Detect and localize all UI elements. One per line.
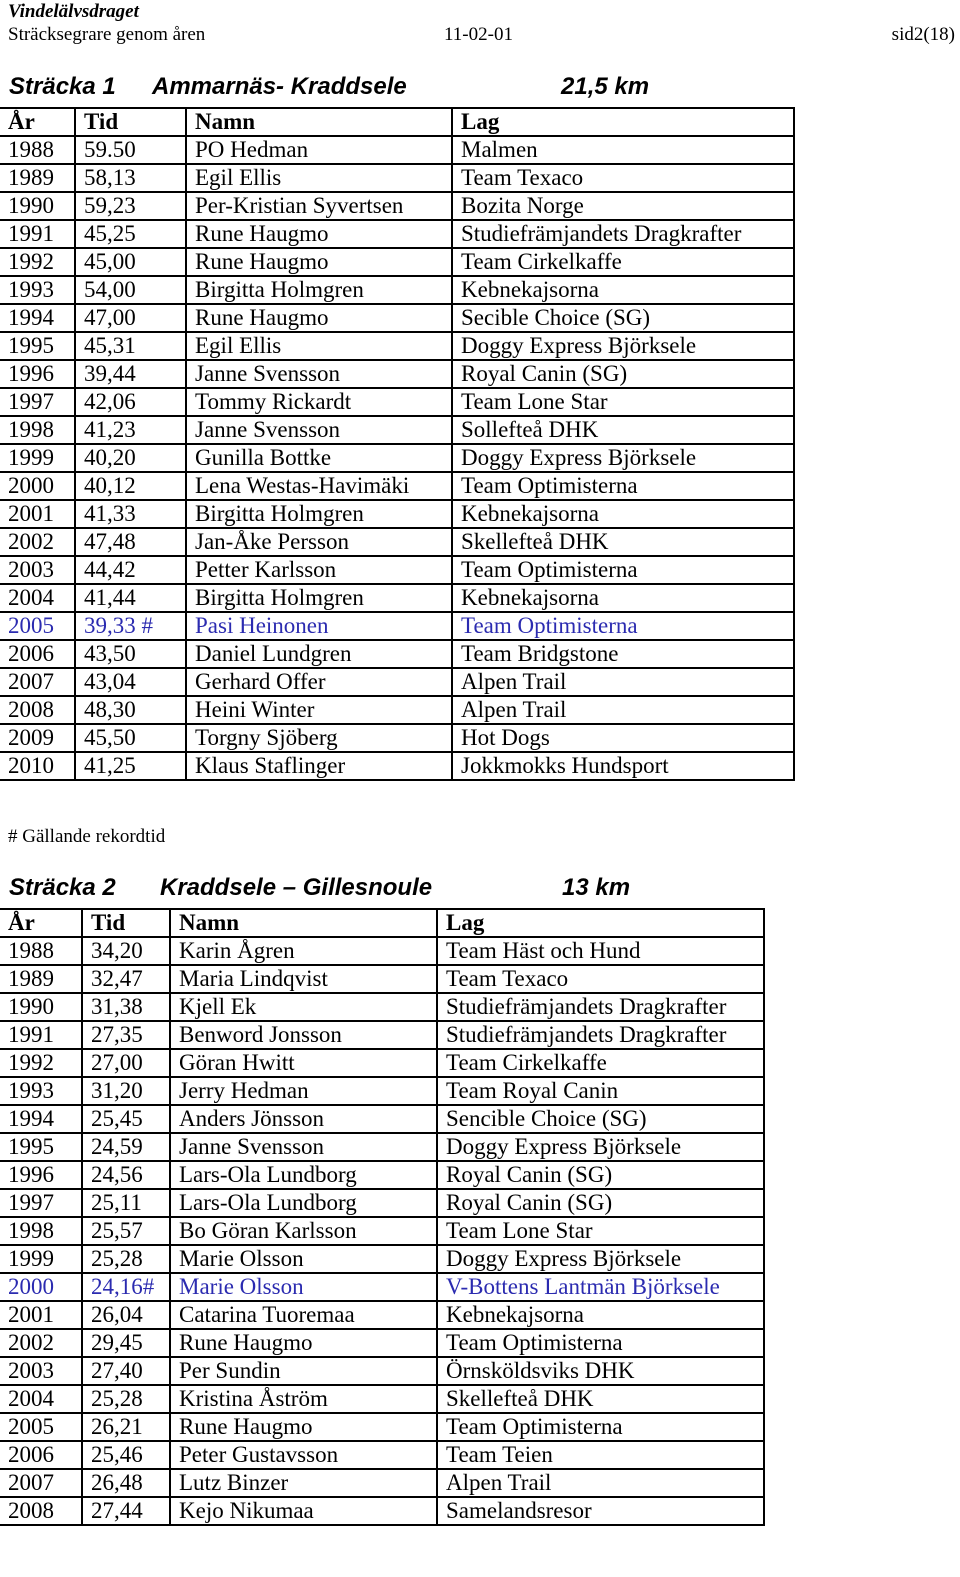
name-cell: Per Sundin (170, 1357, 437, 1385)
leg-1-distance: 21,5 km (561, 73, 650, 100)
table-row (0, 668, 794, 696)
name-cell: Lars-Ola Lundborg (170, 1161, 437, 1189)
year-cell: 1996 (0, 1161, 82, 1189)
name-cell: PO Hedman (186, 136, 452, 164)
table-row (0, 416, 794, 444)
year-cell: 2003 (0, 556, 75, 584)
name-cell: Egil Ellis (186, 332, 452, 360)
table-row (0, 472, 794, 500)
year-cell: 2002 (0, 528, 75, 556)
name-cell: Catarina Tuoremaa (170, 1301, 437, 1329)
time-cell: 25,57 (82, 1217, 170, 1245)
time-cell: 59.50 (75, 136, 186, 164)
year-cell: 2005 (0, 1413, 82, 1441)
time-cell: 42,06 (75, 388, 186, 416)
year-cell: 2004 (0, 1385, 82, 1413)
time-cell: 24,59 (82, 1133, 170, 1161)
year-cell: 2008 (0, 696, 75, 724)
team-cell: Malmen (452, 136, 794, 164)
table-row (0, 444, 794, 472)
table-row (0, 1469, 764, 1497)
team-cell: Team Royal Canin (437, 1077, 764, 1105)
time-cell: 47,00 (75, 304, 186, 332)
time-cell: 41,33 (75, 500, 186, 528)
document-date: 11-02-01 (444, 24, 513, 45)
time-cell: 26,04 (82, 1301, 170, 1329)
time-cell: 39,44 (75, 360, 186, 388)
name-cell: Rune Haugmo (170, 1413, 437, 1441)
name-cell: Anders Jönsson (170, 1105, 437, 1133)
time-cell: 48,30 (75, 696, 186, 724)
time-cell: 27,40 (82, 1357, 170, 1385)
year-cell: 1993 (0, 1077, 82, 1105)
year-cell: 1994 (0, 1105, 82, 1133)
table-row (0, 248, 794, 276)
team-cell: Sollefteå DHK (452, 416, 794, 444)
team-cell: Team Texaco (437, 965, 764, 993)
table-row (0, 220, 794, 248)
time-cell: 40,20 (75, 444, 186, 472)
team-cell: Team Teien (437, 1441, 764, 1469)
name-cell: Janne Svensson (186, 360, 452, 388)
column-header-time: Tid (75, 108, 186, 136)
table-row (0, 993, 764, 1021)
table-row (0, 1413, 764, 1441)
leg-2-label: Sträcka 2 (9, 874, 116, 901)
table-row (0, 1301, 764, 1329)
team-cell: Team Optimisterna (437, 1329, 764, 1357)
year-cell: 1991 (0, 220, 75, 248)
time-cell: 27,35 (82, 1021, 170, 1049)
year-cell: 1990 (0, 192, 75, 220)
name-cell: Pasi Heinonen (186, 612, 452, 640)
table-row (0, 500, 794, 528)
name-cell: Marie Olsson (170, 1245, 437, 1273)
team-cell: Jokkmokks Hundsport (452, 752, 794, 780)
time-cell: 54,00 (75, 276, 186, 304)
column-header-year: År (0, 108, 75, 136)
time-cell: 34,20 (82, 937, 170, 965)
table-header-row (0, 108, 794, 136)
year-cell: 1998 (0, 416, 75, 444)
time-cell: 47,48 (75, 528, 186, 556)
name-cell: Kjell Ek (170, 993, 437, 1021)
table-row (0, 724, 794, 752)
table-row (0, 1385, 764, 1413)
name-cell: Janne Svensson (186, 416, 452, 444)
table-row (0, 192, 794, 220)
name-cell: Daniel Lundgren (186, 640, 452, 668)
year-cell: 2002 (0, 1329, 82, 1357)
team-cell: Team Cirkelkaffe (437, 1049, 764, 1077)
team-cell: Örnsköldsviks DHK (437, 1357, 764, 1385)
column-header-time: Tid (82, 909, 170, 937)
table-header-row (0, 909, 764, 937)
year-cell: 1990 (0, 993, 82, 1021)
name-cell: Torgny Sjöberg (186, 724, 452, 752)
leg-2-results-table (0, 908, 765, 1526)
time-cell: 40,12 (75, 472, 186, 500)
leg-1-results-table (0, 107, 795, 781)
table-row (0, 164, 794, 192)
leg-1-label: Sträcka 1 (9, 73, 116, 100)
time-cell: 31,20 (82, 1077, 170, 1105)
time-cell: 45,50 (75, 724, 186, 752)
time-cell: 27,44 (82, 1497, 170, 1525)
table-row (0, 360, 794, 388)
team-cell: Skellefteå DHK (437, 1385, 764, 1413)
team-cell: Team Cirkelkaffe (452, 248, 794, 276)
year-cell: 2003 (0, 1357, 82, 1385)
team-cell: Team Lone Star (452, 388, 794, 416)
year-cell: 1997 (0, 388, 75, 416)
year-cell: 2000 (0, 472, 75, 500)
year-cell: 1992 (0, 248, 75, 276)
team-cell: Doggy Express Björksele (437, 1133, 764, 1161)
record-row (0, 612, 794, 640)
table-row (0, 136, 794, 164)
time-cell: 45,31 (75, 332, 186, 360)
team-cell: Doggy Express Björksele (452, 444, 794, 472)
team-cell: Alpen Trail (452, 696, 794, 724)
team-cell: Secible Choice (SG) (452, 304, 794, 332)
name-cell: Per-Kristian Syvertsen (186, 192, 452, 220)
table-row (0, 640, 794, 668)
year-cell: 2005 (0, 612, 75, 640)
document-subtitle: Sträcksegrare genom åren (8, 24, 206, 45)
table-row (0, 696, 794, 724)
table-row (0, 1441, 764, 1469)
year-cell: 1991 (0, 1021, 82, 1049)
year-cell: 1999 (0, 444, 75, 472)
team-cell: Samelandsresor (437, 1497, 764, 1525)
year-cell: 1988 (0, 937, 82, 965)
table-row (0, 1161, 764, 1189)
table-row (0, 1497, 764, 1525)
name-cell: Lena Westas-Havimäki (186, 472, 452, 500)
year-cell: 2001 (0, 500, 75, 528)
column-header-name: Namn (186, 108, 452, 136)
team-cell: Alpen Trail (452, 668, 794, 696)
name-cell: Rune Haugmo (186, 304, 452, 332)
year-cell: 1993 (0, 276, 75, 304)
year-cell: 2007 (0, 1469, 82, 1497)
year-cell: 1997 (0, 1189, 82, 1217)
year-cell: 2006 (0, 640, 75, 668)
team-cell: Team Bridgstone (452, 640, 794, 668)
name-cell: Klaus Staflinger (186, 752, 452, 780)
leg-1-heading (0, 72, 960, 102)
year-cell: 2004 (0, 584, 75, 612)
year-cell: 2000 (0, 1273, 82, 1301)
year-cell: 2001 (0, 1301, 82, 1329)
name-cell: Petter Karlsson (186, 556, 452, 584)
team-cell: Team Texaco (452, 164, 794, 192)
time-cell: 26,21 (82, 1413, 170, 1441)
leg-2-distance: 13 km (562, 874, 631, 901)
time-cell: 25,46 (82, 1441, 170, 1469)
year-cell: 2007 (0, 668, 75, 696)
name-cell: Rune Haugmo (186, 248, 452, 276)
table-row (0, 752, 794, 780)
table-row (0, 1077, 764, 1105)
name-cell: Peter Gustavsson (170, 1441, 437, 1469)
year-cell: 2006 (0, 1441, 82, 1469)
year-cell: 1999 (0, 1245, 82, 1273)
team-cell: Sencible Choice (SG) (437, 1105, 764, 1133)
time-cell: 24,16# (82, 1273, 170, 1301)
name-cell: Janne Svensson (170, 1133, 437, 1161)
team-cell: Team Optimisterna (452, 472, 794, 500)
record-row (0, 1273, 764, 1301)
column-header-year: År (0, 909, 82, 937)
team-cell: Team Häst och Hund (437, 937, 764, 965)
name-cell: Gunilla Bottke (186, 444, 452, 472)
name-cell: Heini Winter (186, 696, 452, 724)
team-cell: Bozita Norge (452, 192, 794, 220)
team-cell: Team Optimisterna (452, 612, 794, 640)
table-row (0, 1357, 764, 1385)
time-cell: 45,00 (75, 248, 186, 276)
table-row (0, 1049, 764, 1077)
time-cell: 44,42 (75, 556, 186, 584)
name-cell: Karin Ågren (170, 937, 437, 965)
team-cell: Kebnekajsorna (452, 584, 794, 612)
name-cell: Lars-Ola Lundborg (170, 1189, 437, 1217)
time-cell: 59,23 (75, 192, 186, 220)
team-cell: Doggy Express Björksele (437, 1245, 764, 1273)
time-cell: 25,28 (82, 1245, 170, 1273)
name-cell: Egil Ellis (186, 164, 452, 192)
team-cell: V-Bottens Lantmän Björksele (437, 1273, 764, 1301)
name-cell: Tommy Rickardt (186, 388, 452, 416)
column-header-team: Lag (437, 909, 764, 937)
team-cell: Kebnekajsorna (437, 1301, 764, 1329)
column-header-name: Namn (170, 909, 437, 937)
name-cell: Maria Lindqvist (170, 965, 437, 993)
team-cell: Team Lone Star (437, 1217, 764, 1245)
table-row (0, 556, 794, 584)
name-cell: Göran Hwitt (170, 1049, 437, 1077)
team-cell: Studiefrämjandets Dragkrafter (452, 220, 794, 248)
table-row (0, 1189, 764, 1217)
name-cell: Jerry Hedman (170, 1077, 437, 1105)
name-cell: Gerhard Offer (186, 668, 452, 696)
name-cell: Kejo Nikumaa (170, 1497, 437, 1525)
year-cell: 1992 (0, 1049, 82, 1077)
time-cell: 26,48 (82, 1469, 170, 1497)
team-cell: Kebnekajsorna (452, 500, 794, 528)
time-cell: 58,13 (75, 164, 186, 192)
time-cell: 32,47 (82, 965, 170, 993)
table-row (0, 1245, 764, 1273)
time-cell: 25,45 (82, 1105, 170, 1133)
name-cell: Kristina Åström (170, 1385, 437, 1413)
team-cell: Alpen Trail (437, 1469, 764, 1497)
table-row (0, 965, 764, 993)
time-cell: 27,00 (82, 1049, 170, 1077)
time-cell: 31,38 (82, 993, 170, 1021)
team-cell: Hot Dogs (452, 724, 794, 752)
year-cell: 1994 (0, 304, 75, 332)
name-cell: Bo Göran Karlsson (170, 1217, 437, 1245)
table-row (0, 1133, 764, 1161)
document-title: Vindelälvsdraget (8, 1, 139, 22)
team-cell: Studiefrämjandets Dragkrafter (437, 993, 764, 1021)
name-cell: Marie Olsson (170, 1273, 437, 1301)
year-cell: 1995 (0, 332, 75, 360)
team-cell: Studiefrämjandets Dragkrafter (437, 1021, 764, 1049)
table-row (0, 304, 794, 332)
team-cell: Team Optimisterna (452, 556, 794, 584)
year-cell: 1988 (0, 136, 75, 164)
year-cell: 1989 (0, 164, 75, 192)
team-cell: Kebnekajsorna (452, 276, 794, 304)
name-cell: Birgitta Holmgren (186, 500, 452, 528)
name-cell: Birgitta Holmgren (186, 276, 452, 304)
year-cell: 2008 (0, 1497, 82, 1525)
table-row (0, 276, 794, 304)
year-cell: 1998 (0, 1217, 82, 1245)
leg-1-route: Ammarnäs- Kraddsele (152, 73, 407, 100)
leg-2-heading (0, 873, 960, 903)
team-cell: Doggy Express Björksele (452, 332, 794, 360)
table-row (0, 584, 794, 612)
time-cell: 45,25 (75, 220, 186, 248)
team-cell: Royal Canin (SG) (452, 360, 794, 388)
team-cell: Skellefteå DHK (452, 528, 794, 556)
table-row (0, 937, 764, 965)
time-cell: 29,45 (82, 1329, 170, 1357)
table-row (0, 1021, 764, 1049)
table-row (0, 1105, 764, 1133)
time-cell: 41,44 (75, 584, 186, 612)
time-cell: 43,04 (75, 668, 186, 696)
time-cell: 43,50 (75, 640, 186, 668)
table-row (0, 388, 794, 416)
year-cell: 1996 (0, 360, 75, 388)
year-cell: 2009 (0, 724, 75, 752)
table-row (0, 332, 794, 360)
team-cell: Team Optimisterna (437, 1413, 764, 1441)
leg-2-route: Kraddsele – Gillesnoule (160, 874, 433, 901)
name-cell: Jan-Åke Persson (186, 528, 452, 556)
record-footnote: # Gällande rekordtid (8, 826, 166, 847)
column-header-team: Lag (452, 108, 794, 136)
table-row (0, 528, 794, 556)
name-cell: Rune Haugmo (186, 220, 452, 248)
year-cell: 2010 (0, 752, 75, 780)
table-row (0, 1329, 764, 1357)
page-number: sid2(18) (891, 24, 955, 45)
team-cell: Royal Canin (SG) (437, 1161, 764, 1189)
time-cell: 41,23 (75, 416, 186, 444)
name-cell: Rune Haugmo (170, 1329, 437, 1357)
time-cell: 24,56 (82, 1161, 170, 1189)
name-cell: Benword Jonsson (170, 1021, 437, 1049)
team-cell: Royal Canin (SG) (437, 1189, 764, 1217)
year-cell: 1995 (0, 1133, 82, 1161)
time-cell: 25,11 (82, 1189, 170, 1217)
time-cell: 39,33 # (75, 612, 186, 640)
time-cell: 41,25 (75, 752, 186, 780)
time-cell: 25,28 (82, 1385, 170, 1413)
year-cell: 1989 (0, 965, 82, 993)
name-cell: Lutz Binzer (170, 1469, 437, 1497)
table-row (0, 1217, 764, 1245)
name-cell: Birgitta Holmgren (186, 584, 452, 612)
